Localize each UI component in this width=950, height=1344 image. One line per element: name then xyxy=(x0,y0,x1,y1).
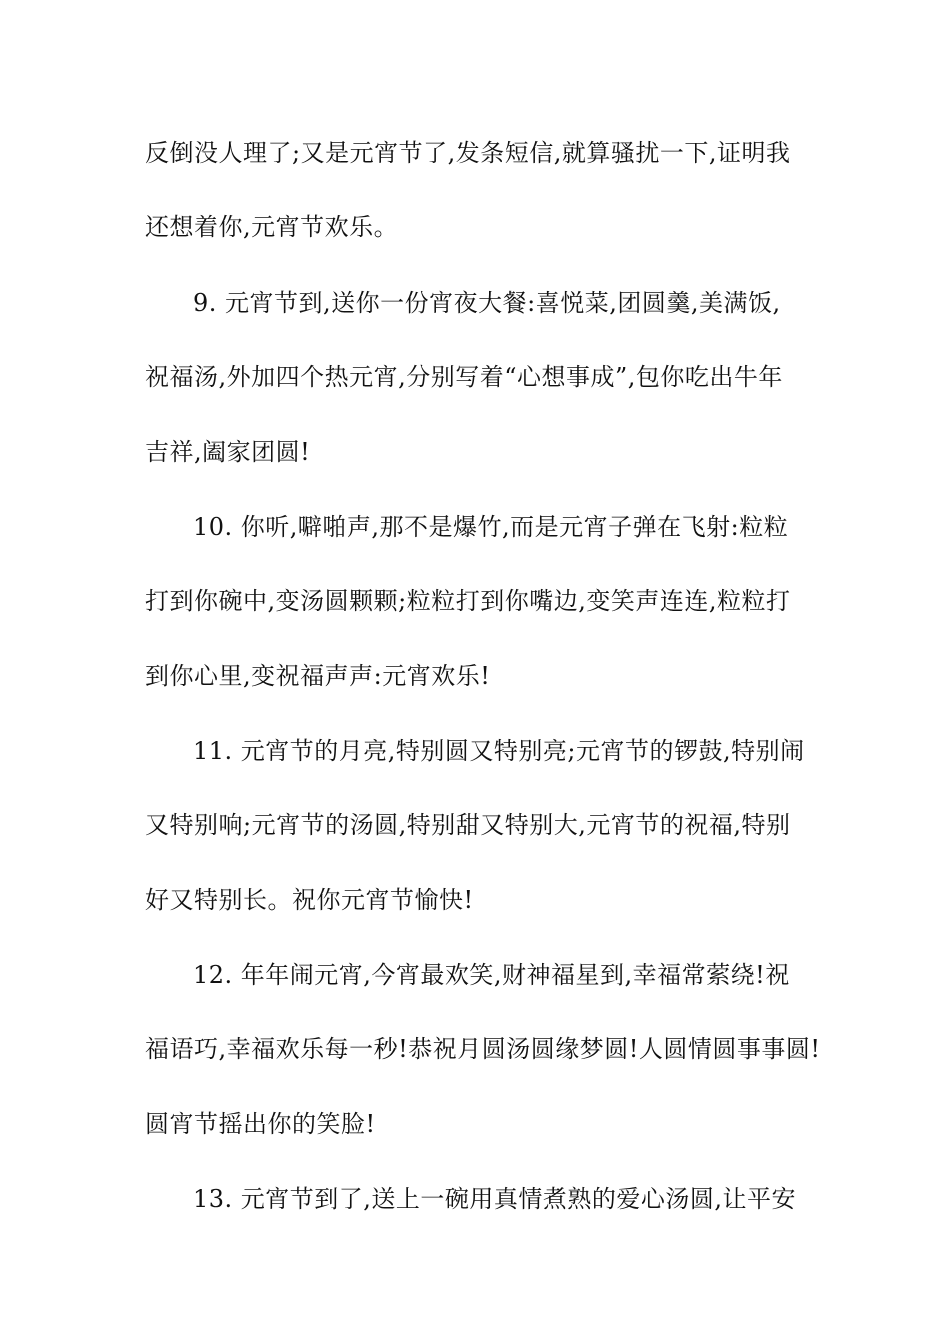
text-line: 好又特别长。祝你元宵节愉快! xyxy=(145,886,474,914)
text-line: 又特别响;元宵节的汤圆,特别甜又特别大,元宵节的祝福,特别 xyxy=(145,811,791,839)
list-item-11-line: 11. 元宵节的月亮,特别圆又特别亮;元宵节的锣鼓,特别闹 xyxy=(193,737,805,765)
list-item-12-line: 12. 年年闹元宵,今宵最欢笑,财神福星到,幸福常萦绕!祝 xyxy=(193,961,790,989)
text-line: 福语巧,幸福欢乐每一秒!恭祝月圆汤圆缘梦圆!人圆情圆事事圆! xyxy=(145,1035,821,1063)
text-line: 祝福汤,外加四个热元宵,分别写着“心想事成”,包你吃出牛年 xyxy=(145,363,783,391)
text-line: 还想着你,元宵节欢乐。 xyxy=(145,213,399,241)
text-line: 反倒没人理了;又是元宵节了,发条短信,就算骚扰一下,证明我 xyxy=(145,139,791,167)
text-line: 吉祥,阖家团圆! xyxy=(145,438,311,466)
list-item-13-line: 13. 元宵节到了,送上一碗用真情煮熟的爱心汤圆,让平安 xyxy=(193,1185,797,1213)
list-item-9-line: 9. 元宵节到,送你一份宵夜大餐:喜悦菜,团圆羹,美满饭, xyxy=(193,289,781,317)
list-item-10-line: 10. 你听,噼啪声,那不是爆竹,而是元宵子弹在飞射:粒粒 xyxy=(193,513,789,541)
text-line: 打到你碗中,变汤圆颗颗;粒粒打到你嘴边,变笑声连连,粒粒打 xyxy=(145,587,791,615)
text-line: 圆宵节摇出你的笑脸! xyxy=(145,1110,376,1138)
text-line: 到你心里,变祝福声声:元宵欢乐! xyxy=(145,662,491,690)
